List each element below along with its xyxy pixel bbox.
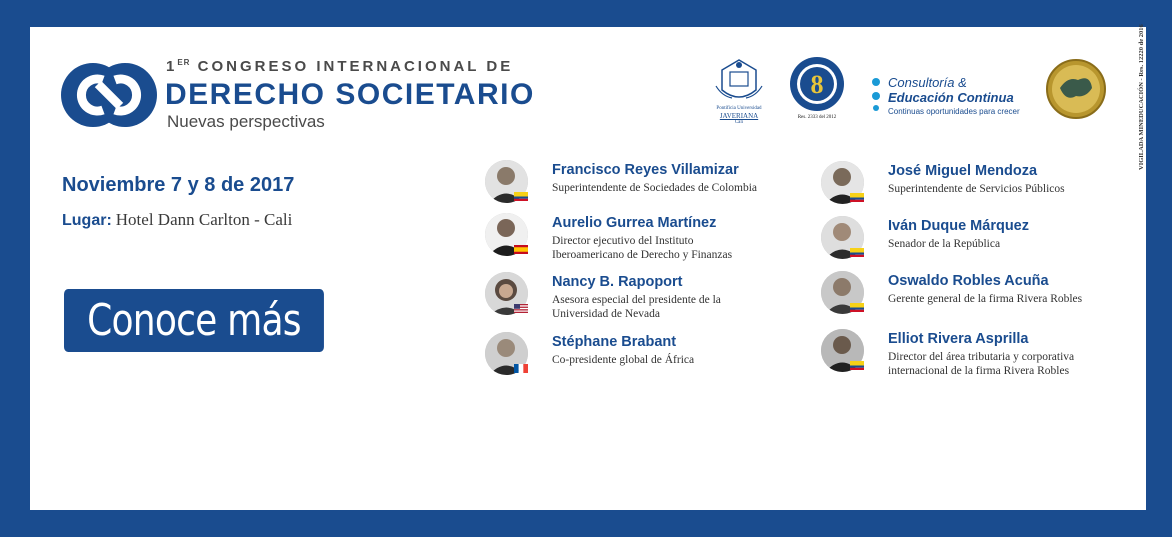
flag-france-icon (514, 364, 528, 373)
cec-dot-icon (872, 92, 880, 100)
event-place (62, 210, 292, 230)
accreditation-caption: Res. 2333 del 2012 (797, 115, 837, 120)
speaker-name: Iván Duque Márquez (888, 218, 1029, 234)
speaker-name: Oswaldo Robles Acuña (888, 273, 1049, 289)
conoce-mas-button[interactable]: Conoce más (64, 289, 324, 352)
congress-subtitle: Nuevas perspectivas (167, 112, 325, 131)
cec-dot-icon (872, 78, 880, 86)
speaker-role: Superintendente de Sociedades de Colombia (552, 182, 758, 194)
flag-spain-icon (514, 245, 528, 254)
flag-colombia-icon (514, 192, 528, 201)
accreditation-number: 8 (810, 70, 824, 99)
flag-colombia-icon (850, 193, 864, 202)
speaker-name: Nancy B. Rapoport (552, 274, 683, 290)
speaker-name: Stéphane Brabant (552, 334, 677, 350)
congress-title: DERECHO SOCIETARIO (165, 78, 535, 111)
speaker-role: Co-presidente global de África (552, 354, 695, 366)
speaker-role: Asesora especial del presidente de la Universidad de Nevada (552, 294, 721, 320)
speaker-role: Director ejecutivo del Instituto Iberoamericano de Derecho y Finanzas (552, 235, 733, 261)
accreditation-seal-icon (789, 56, 845, 112)
gold-seal-icon (1046, 58, 1106, 120)
vigilada-notice: VIGILADA MINEDUCACIÓN - Res. 12220 de 2016 (1138, 24, 1145, 170)
javeriana-logo: Pontificia Universidad JAVERIANA Cali (712, 56, 766, 122)
speaker-role: Gerente general de la firma Rivera Robles (888, 293, 1083, 305)
speaker-name: Aurelio Gurrea Martínez (552, 215, 717, 231)
place-label: Lugar: (62, 212, 112, 229)
congress-edition: 1ER CONGRESO INTERNACIONAL DE (166, 58, 514, 75)
flag-colombia-icon (850, 361, 864, 370)
flag-colombia-icon (850, 248, 864, 257)
speaker-role: Superintendente de Servicios Públicos (888, 183, 1065, 195)
speaker-name: Francisco Reyes Villamizar (552, 162, 739, 178)
speaker-name: José Miguel Mendoza (888, 163, 1038, 179)
javeriana-crest-icon (712, 56, 766, 106)
cec-logo: Consultoría & Educación Continua Continuas oportunidades para crecer (869, 74, 1029, 118)
flag-colombia-icon (850, 303, 864, 312)
event-date: Noviembre 7 y 8 de 2017 (62, 174, 295, 196)
place-value: Hotel Dann Carlton - Cali (115, 210, 293, 229)
congress-logo-icon (60, 62, 158, 128)
speaker-role: Director del área tributaria y corporativa internacional de la firma Rivera Robles (888, 351, 1075, 377)
cec-dot-icon (873, 105, 879, 111)
speaker-role: Senador de la República (888, 238, 1001, 250)
speaker-name: Elliot Rivera Asprilla (888, 331, 1029, 347)
accreditation-seal (789, 56, 845, 124)
flag-usa-icon (514, 304, 528, 313)
